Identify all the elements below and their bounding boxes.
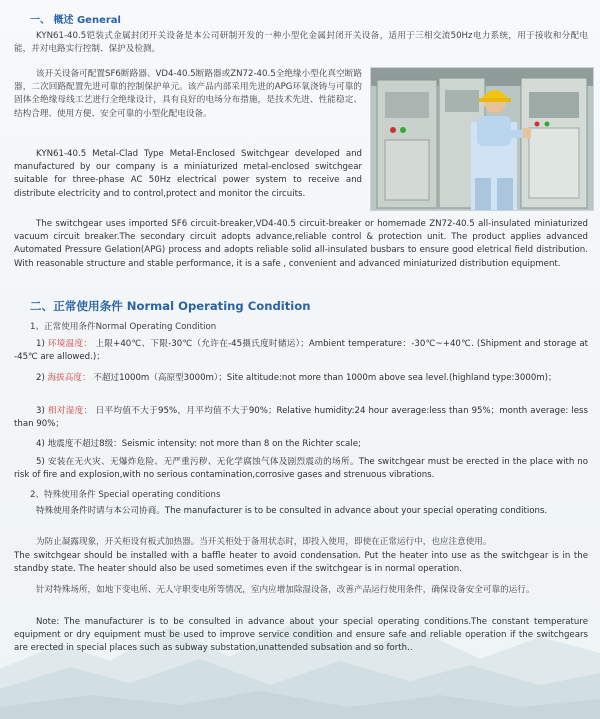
special-places-cn-paragraph: 针对特殊场所，如地下变电所、无人守职变电所等情况，室内应增加除湿设备，改善产品运行使用条件，确保设备安全可靠的运行。 <box>36 585 535 595</box>
condition-item-humidity <box>14 405 588 431</box>
heater-cn-paragraph: 为防止凝露现象，开关柜设有板式加热器。当开关柜处于备用状态时，即投入使用，即使在正常运行中，也应注意使用。 <box>36 537 492 547</box>
normal-condition-subtitle: 1、正常使用条件Normal Operating Condition <box>30 322 217 332</box>
general-en-paragraph-1: KYN61-40.5 Metal-Clad Type Metal-Enclosed Switchgear developed and manufactured by our company is a miniaturized metal-enclosed switchgear suitable for three-phase AC 50Hz electrical power system to receive and distribute electricity and to control,protect and monitor the circuits. <box>14 149 362 199</box>
item-label: 环境温度： <box>47 339 93 349</box>
general-cn-paragraph-1: KYN61-40.5铠装式金属封闭开关设备是本公司研制开发的一种小型化金属封闭开关设备，适用于三相交流50Hz电力系统，用于接收和分配电能，并对电路实行控制、保护及检测。 <box>14 31 588 55</box>
item-text: 日平均值不大于95%，月平均值不大于90%；Relative humidity:24 hour average:less than 95%；month average: less than 90%； <box>14 406 588 430</box>
special-consult-paragraph: 特殊使用条件时请与本公司协商。The manufacturer is to be consulted in advance about your special operating conditions. <box>36 506 548 516</box>
switchgear-photo <box>370 67 594 211</box>
switchgear-photo-illustration <box>371 68 593 210</box>
condition-item-environment <box>14 456 588 482</box>
item-label: 相对湿度： <box>47 406 93 416</box>
item-number: 2) <box>36 373 45 383</box>
general-cn-paragraph-2: 该开关设备可配置SF6断路器、VD4-40.5断路器或ZN72-40.5全绝缘小型化真空断路器，二次回路配置先进可靠的控制保护单元。该产品内部采用先进的APG环氧浇铸与可靠的固体全绝缘母线工艺进行全绝缘设计，具有良好的电场分布措施，是技术先进、性能稳定、结构合理、使用方便、安全可靠的小型化配电设备。 <box>14 69 362 119</box>
item-number: 1) <box>36 339 45 349</box>
item-number: 4) <box>36 439 45 449</box>
item-text: 安装在无火灾、无爆炸危险、无严重污秽、无化学腐蚀气体及剧烈震动的场所。The switchgear must be erected in the place with no risk of fire and explosion,with no serious contamination,corrosive gases and strenuous vibrations. <box>14 457 588 481</box>
general-en-paragraph-2: The switchgear uses imported SF6 circuit-breaker,VD4-40.5 circuit-breaker or homemade ZN72-40.5 all-insulated miniaturized vacuum circuit breaker.The secondary circuit adopts advance,reliable control & protection unit. The product applies advanced Automated Pressure Gelation(APG) process and adopts reliable solid all-insulated busbars to ensure good eletrical field distribution. With reasonable structure and stable performance, it is a safe , convenient and advanced miniaturized distribution equipment. <box>14 219 588 269</box>
section-operating-title: 二、正常使用条件 Normal Operating Condition <box>30 299 311 313</box>
section-general-title: 一、 概述 General <box>30 15 121 26</box>
condition-item-seismic <box>14 438 588 451</box>
item-text: 上限+40℃、下限-30℃（允许在-45摄氏度时储运）；Ambient temperature：-30℃~+40℃. (Shipment and storage at -45℃ are allowed.)； <box>14 339 588 363</box>
note-paragraph: Note: The manufacturer is to be consulted in advance about your special operating conditions.The constant temperature equipment or dry equipment must be used to improve service condition and ensure safe and reliable operation if the switchgears are erected in special places such as subway substation,unattended subsation and so forth.. <box>14 617 588 654</box>
item-number: 3) <box>36 406 45 416</box>
item-number: 5) <box>36 457 45 467</box>
condition-item-altitude <box>14 372 588 385</box>
special-condition-subtitle: 2、特殊使用条件 Special operating conditions <box>30 490 221 500</box>
item-text: 地震度不超过8级：Seismic intensity: not more than 8 on the Richter scale; <box>47 439 361 449</box>
item-label: 海拔高度： <box>47 373 91 383</box>
item-text: 不超过1000m（高原型3000m）；Site altitude:not more than 1000m above sea level.(highland type:3000m)； <box>93 373 557 383</box>
condition-item-temperature <box>14 338 588 364</box>
heater-en-paragraph: The switchgear should be installed with a baffle heater to avoid condensation. Put the heater into use as the switchgear is in the standby state. The heater should also be used sometimes even if the switchgear is in normal operation. <box>14 551 588 575</box>
